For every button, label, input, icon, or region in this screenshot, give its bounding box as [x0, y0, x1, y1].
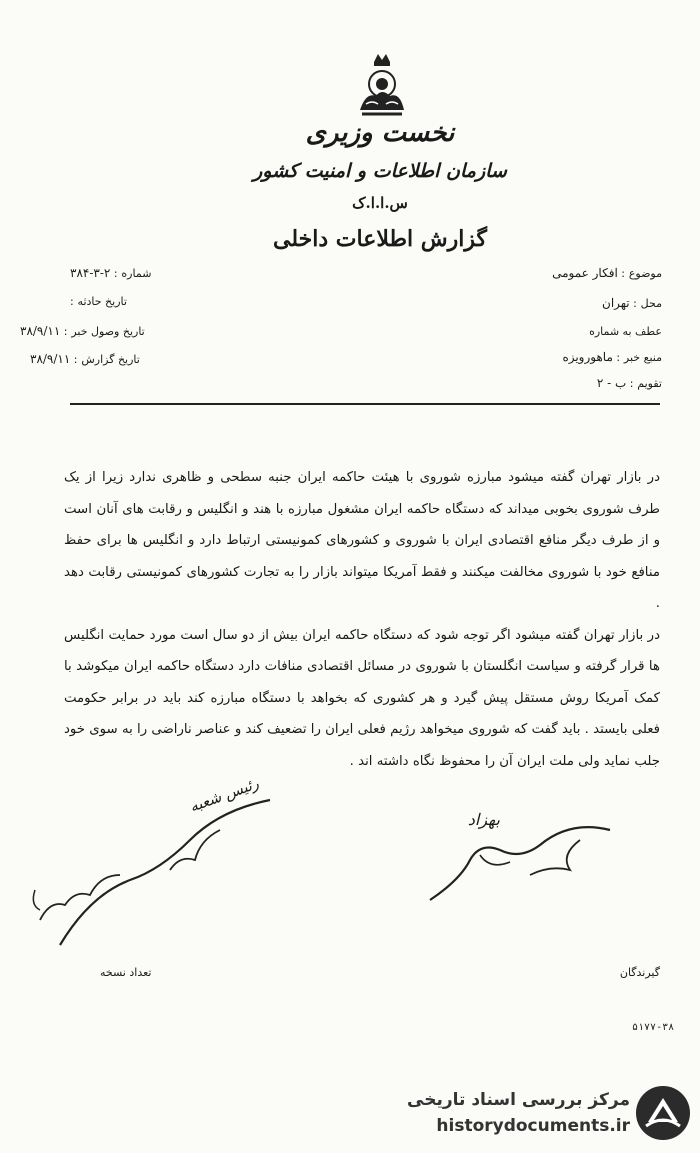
- place-row: محل : تهران: [602, 296, 662, 310]
- signature-left-title: رئیس شعبه: [186, 774, 261, 816]
- lion-and-sun-crest-icon: [352, 52, 412, 120]
- source-row: منبع خبر : ماهورویزه: [562, 350, 662, 364]
- report-title: گزارش اطلاعات داخلی: [273, 226, 487, 252]
- source-label: منبع خبر: [623, 351, 662, 364]
- watermark-title: مرکز بررسی اسناد تاریخی: [407, 1090, 630, 1110]
- watermark: [407, 1082, 692, 1146]
- report-body: [64, 462, 660, 777]
- source-value: ماهورویزه: [562, 350, 613, 364]
- subject-label: موضوع: [628, 267, 662, 280]
- org-code: س.ا.ا.ک: [352, 194, 408, 212]
- signature-right: [420, 800, 620, 910]
- paragraph-2: در بازار تهران گفته میشود اگر توجه شود که دستگاه حاکمه ایران بیش از دو سال است مورد حمایت انگلیس ها قرار گرفته و سیاست انگلستان با شوروی در مسائل اقتصادی منافات دارد دستگاه حاکمه ایران میکوشد با کمک آمریکا روش مستقل پیش گیرد و هر کشوری که بخواهد با دستگاه مبارزه کند باید در برابر حکومت فعلی بایستد . باید گفت که شوروی میخواهد رژیم فعلی ایران را تضعیف کند و عناصر ناراضی را به سوی خود جلب نماید ولی ملت ایران آن را محفوظ نگاه داشته اند .: [64, 627, 660, 769]
- report-date-row: تاریخ گزارش : ۳۸/۹/۱۱: [30, 352, 140, 366]
- copies-label: تعداد نسخه: [100, 966, 152, 979]
- archive-logo-icon: [634, 1084, 692, 1142]
- receive-date-value: ۳۸/۹/۱۱: [20, 324, 61, 338]
- report-date-value: ۳۸/۹/۱۱: [30, 352, 71, 366]
- signature-right-name: بهزاد: [467, 810, 500, 829]
- number-row: شماره : ۲-۳-۳۸۴: [70, 266, 152, 280]
- subject-row: موضوع : افکار عمومی: [552, 266, 662, 280]
- place-value: تهران: [602, 296, 630, 310]
- place-label: محل: [640, 297, 662, 310]
- signature-left: [20, 774, 280, 950]
- event-date-row: تاریخ حادثه :: [70, 295, 127, 308]
- attachment-label: عطف به شماره: [589, 325, 662, 338]
- rating-value: ب - ۲: [596, 376, 627, 390]
- recipients-label: گیرندگان: [619, 966, 660, 979]
- event-date-label: تاریخ حادثه: [77, 295, 127, 308]
- rating-label: تقویم: [637, 377, 662, 390]
- receive-date-row: تاریخ وصول خبر : ۳۸/۹/۱۱: [20, 324, 145, 338]
- org-line-savak: سازمان اطلاعات و امنیت کشور: [253, 160, 507, 182]
- attachment-row: [589, 324, 662, 338]
- org-line-prime-ministry: نخست وزیری: [305, 118, 455, 148]
- receive-date-label: تاریخ وصول خبر: [71, 325, 145, 338]
- subject-value: افکار عمومی: [552, 266, 618, 280]
- signature-left-scribble-icon: [20, 780, 280, 950]
- signature-right-scribble-icon: [420, 800, 620, 910]
- header-divider: [70, 403, 660, 405]
- number-value: ۲-۳-۳۸۴: [70, 266, 111, 280]
- number-label: شماره: [121, 267, 152, 280]
- rating-row: تقویم : ب - ۲: [596, 376, 662, 390]
- reference-code: ۵۱۷۷-۳۸: [632, 1022, 675, 1033]
- report-date-label: تاریخ گزارش: [81, 353, 140, 366]
- watermark-url[interactable]: historydocuments.ir: [436, 1116, 630, 1136]
- paragraph-1: در بازار تهران گفته میشود مبارزه شوروی با هیئت حاکمه ایران جنبه سطحی و ظاهری ندارد زیرا از یک طرف شوروی بخوبی میداند که دستگاه حاکمه ایران مشغول مبارزه با هند و انگلیس و رقابت های آنان است و از طرف دیگر منافع اقتصادی ایران با شوروی و کشورهای کمونیستی ارتباط دارد و انگلیس ها برای حفظ منافع خود با شوروی مخالفت میکنند و فقط آمریکا میتواند بازار را به تجارت کشورهای کمونیستی رقابت دهد .: [64, 470, 660, 611]
